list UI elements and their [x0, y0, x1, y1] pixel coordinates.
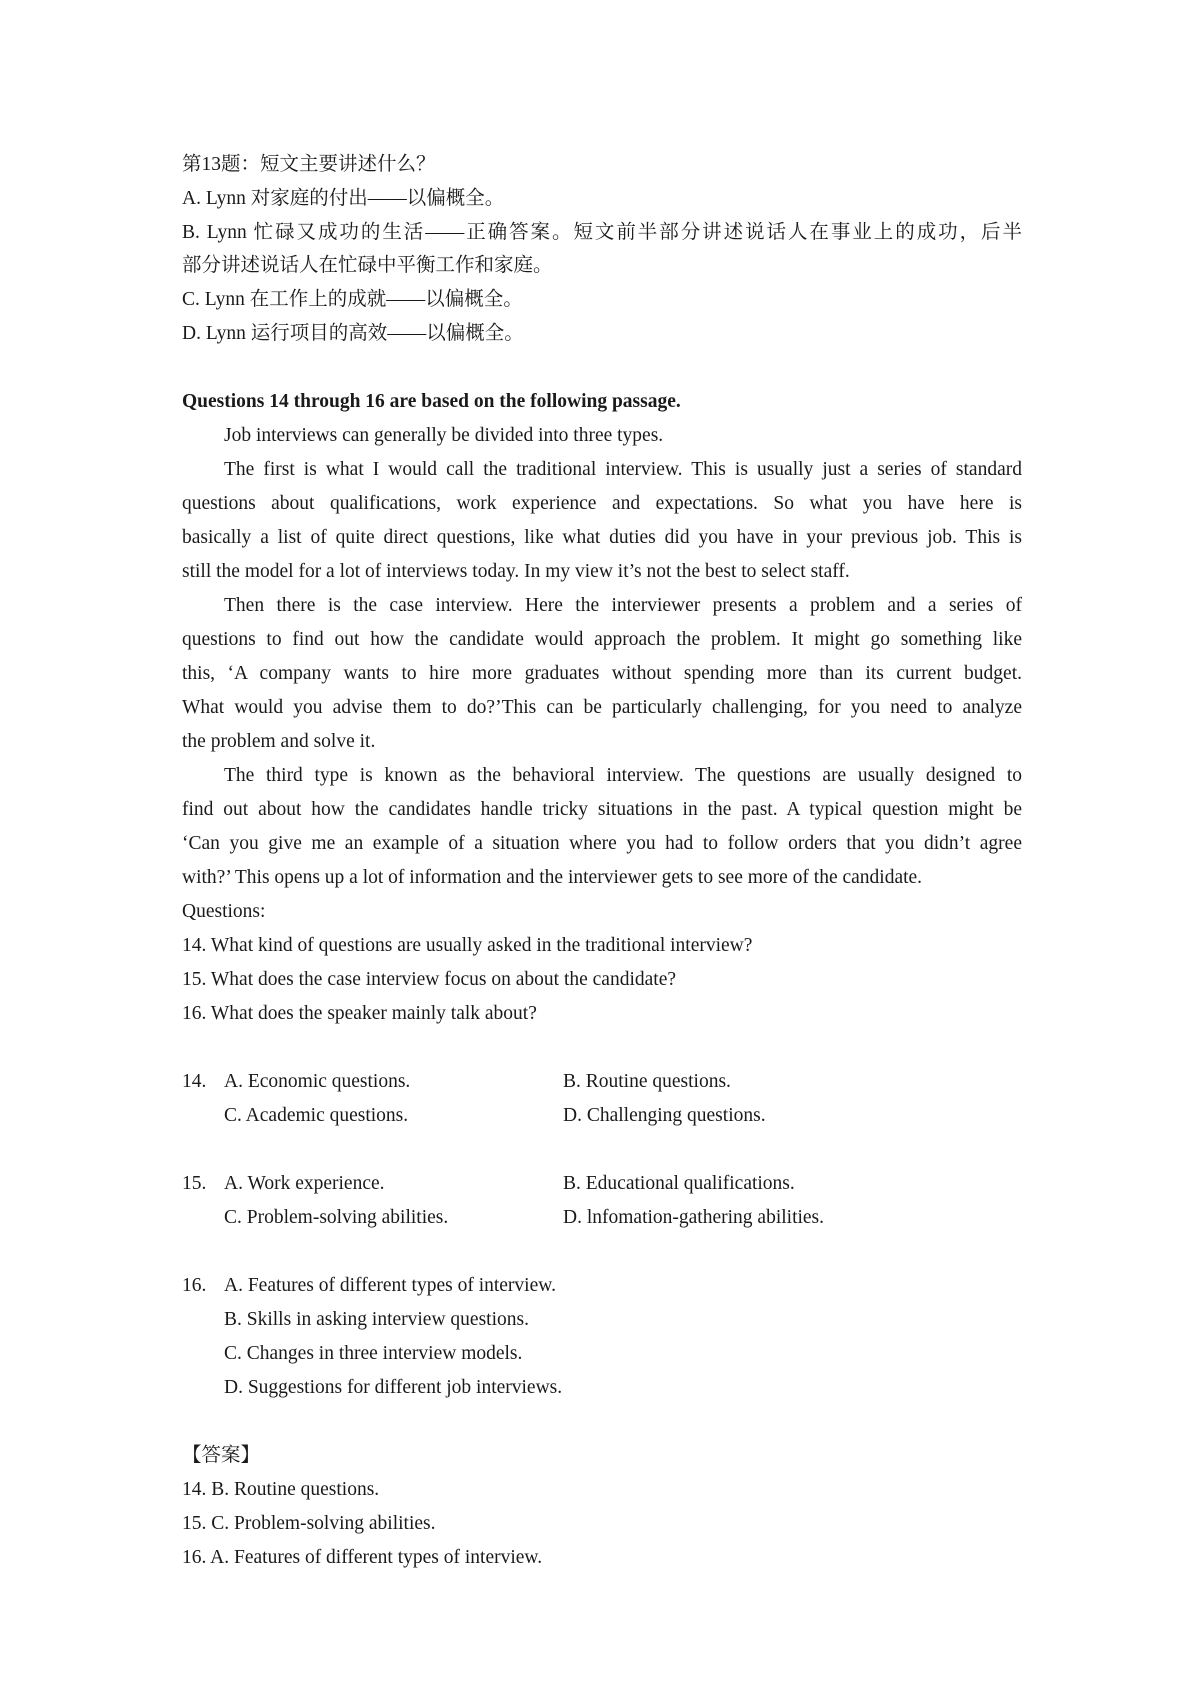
passage-paragraph-2-line: still the model for a lot of interviews today. In my view it’s not the best to select staff.	[182, 561, 850, 582]
q13-option-a: A. Lynn 对家庭的付出——以偏概全。	[182, 188, 505, 209]
q13-title: 第13题：短文主要讲述什么？	[182, 154, 436, 175]
q14-option-b: B. Routine questions.	[563, 1071, 731, 1092]
passage-paragraph-4-line: ‘Can you give me an example of a situation where you had to follow orders that you didn’t agree	[182, 833, 1022, 854]
q13-option-b-line2: 部分讲述说话人在忙碌中平衡工作和家庭。	[182, 255, 553, 276]
q15-option-c: C. Problem-solving abilities.	[224, 1207, 449, 1228]
q13-option-b-line1: B. Lynn 忙碌又成功的生活——正确答案。短文前半部分讲述说话人在事业上的成功，后半	[182, 222, 1022, 243]
q13-option-c: C. Lynn 在工作上的成就——以偏概全。	[182, 289, 523, 310]
passage-paragraph-1: Job interviews can generally be divided into three types.	[224, 425, 664, 446]
q15-option-b: B. Educational qualifications.	[563, 1173, 795, 1194]
answers-label: 【答案】	[182, 1445, 261, 1466]
question-16: 16. What does the speaker mainly talk about?	[182, 1003, 537, 1024]
questions-label: Questions:	[182, 901, 266, 922]
passage-paragraph-3-line: Then there is the case interview. Here the interviewer presents a problem and a series of	[224, 595, 1022, 616]
passage-paragraph-4-line: find out about how the candidates handle tricky situations in the past. A typical question might be	[182, 799, 1022, 820]
q14-option-a: A. Economic questions.	[224, 1071, 411, 1092]
passage-paragraph-4-line: with?’ This opens up a lot of information and the interviewer gets to see more of the candidate.	[182, 867, 923, 888]
option-group-number: 15.	[182, 1173, 207, 1194]
q16-option-a: A. Features of different types of interview.	[224, 1275, 556, 1296]
answer-16: 16. A. Features of different types of interview.	[182, 1547, 543, 1568]
passage-paragraph-3-line: What would you advise them to do?’This can be particularly challenging, for you need to analyze	[182, 697, 1022, 718]
passage-paragraph-3-line: this, ‘A company wants to hire more graduates without spending more than its current budget.	[182, 663, 1022, 684]
answer-15: 15. C. Problem-solving abilities.	[182, 1513, 436, 1534]
passage-paragraph-2-line: basically a list of quite direct questions, like what duties did you have in your previous job. This is	[182, 527, 1022, 548]
question-15: 15. What does the case interview focus on about the candidate?	[182, 969, 677, 990]
q16-option-b: B. Skills in asking interview questions.	[224, 1309, 529, 1330]
passage-paragraph-2-line: questions about qualifications, work experience and expectations. So what you have here is	[182, 493, 1022, 514]
q14-option-d: D. Challenging questions.	[563, 1105, 766, 1126]
q15-option-a: A. Work experience.	[224, 1173, 385, 1194]
passage-paragraph-4-line: The third type is known as the behavioral interview. The questions are usually designed to	[224, 765, 1022, 786]
q16-option-c: C. Changes in three interview models.	[224, 1343, 523, 1364]
passage-paragraph-2-line: The first is what I would call the traditional interview. This is usually just a series of standard	[224, 459, 1022, 480]
q16-option-d: D. Suggestions for different job interviews.	[224, 1377, 563, 1398]
option-group-number: 16.	[182, 1275, 207, 1296]
q13-option-d: D. Lynn 运行项目的高效——以偏概全。	[182, 323, 524, 344]
question-14: 14. What kind of questions are usually asked in the traditional interview?	[182, 935, 753, 956]
answer-14: 14. B. Routine questions.	[182, 1479, 380, 1500]
q14-option-c: C. Academic questions.	[224, 1105, 409, 1126]
passage-heading: Questions 14 through 16 are based on the following passage.	[182, 391, 681, 412]
option-group-number: 14.	[182, 1071, 207, 1092]
passage-paragraph-3-line: questions to find out how the candidate would approach the problem. It might go something like	[182, 629, 1022, 650]
q15-option-d: D. lnfomation-gathering abilities.	[563, 1207, 825, 1228]
passage-paragraph-3-line: the problem and solve it.	[182, 731, 376, 752]
